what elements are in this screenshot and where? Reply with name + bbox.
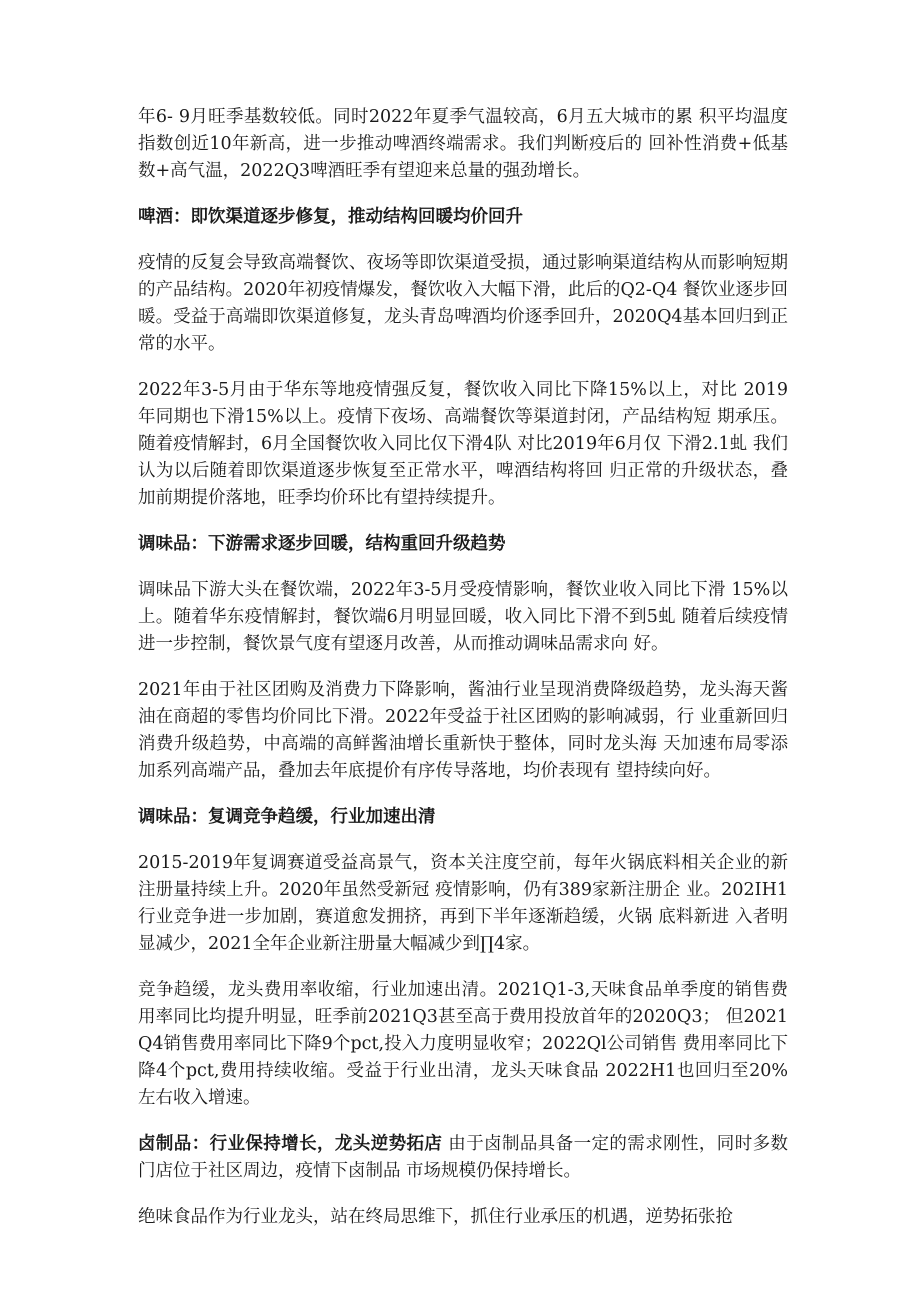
section-heading-beer: 啤酒：即饮渠道逐步修复，推动结构回暖均价回升 [138, 207, 523, 227]
paragraph-condiment-downstream: 调味品下游大头在餐饮端，2022年3-5月受疫情影响，餐饮业收入同比下滑 15%以上。随着华东疫情解封，餐饮端6月明显回暖，收入同比下滑不到5虬 随着后续疫情进一步控制，餐饮景气度有望逐月改善，从而推动调味品需求向 好。 [138, 580, 788, 654]
paragraph-compound-seasoning: 2015-2019年复调赛道受益高景气，资本关注度空前，每年火锅底料相关企业的新注册量持续上升。2020年虽然受新冠 疫情影响，仍有389家新注册企 业。202IH1行业竞争进一步加剧，赛道愈发拥挤，再到下半年逐渐趋缓，火锅 底料新进 入者明显减少，2021全年企业新注册量大幅减少到∏4家。 [138, 853, 788, 954]
paragraph-expense-ratio: 竞争趋缓，龙头费用率收缩，行业加速出清。2021Q1-3,天味食品单季度的销售费用率同比均提升明显，旺季前2021Q3甚至高于费用投放首年的2020Q3； 但2021Q4销售费用率同比下降9个pct,投入力度明显收窄；2022Ql公司销售 费用率同比下降4个pct,费用持续收缩。受益于行业出清，龙头天味食品 2022H1也回归至20%左右收入增速。 [138, 980, 788, 1108]
paragraph-beer-2022: 2022年3-5月由于华东等地疫情强反复，餐饮收入同比下降15%以上，对比 2019年同期也下滑15%以上。疫情下夜场、高端餐饮等渠道封闭，产品结构短 期承压。随着疫情解封，6月全国餐饮收入同比仅下滑4队 对比2019年6月仅 下滑2.1虬 我们认为以后随着即饮渠道逐步恢复至正常水平，啤酒结构将回 归正常的升级状态，叠加前期提价落地，旺季均价环比有望持续提升。 [138, 380, 788, 508]
document-page [138, 104, 788, 1250]
paragraph-beer-channel: 疫情的反复会导致高端餐饮、夜场等即饮渠道受损，通过影响渠道结构从而影响短期的产品结构。2020年初疫情爆发，餐饮收入大幅下滑，此后的Q2-Q4 餐饮业逐步回暖。受益于高端即饮渠道修复，龙头青岛啤酒均价逐季回升，2020Q4基本回归到正常的水平。 [138, 253, 788, 354]
paragraph-braised-food-text: 由于卤制品具备一定的需求刚性，同时多数门店位于社区周边，疫情下卤制品 市场规模仍保持增长。 [138, 1134, 789, 1181]
paragraph-soy-sauce: 2021年由于社区团购及消费力下降影响，酱油行业呈现消费降级趋势，龙头海天酱油在商超的零售均价同比下滑。2022年受益于社区团购的影响减弱，行 业重新回归消费升级趋势，中高端的高鲜酱油增长重新快于整体，同时龙头海 天加速布局零添加系列高端产品，叠加去年底提价有序传导落地，均价表现有 望持续向好。 [138, 680, 788, 781]
section-heading-condiment-demand: 调味品：下游需求逐步回暖，结构重回升级趋势 [138, 534, 506, 554]
paragraph-juewei: 绝味食品作为行业龙头，站在终局思维下，抓住行业承压的机遇，逆势拓张抢 [138, 1207, 733, 1227]
paragraph-beer-season: 年6- 9月旺季基数较低。同时2022年夏季气温较高，6月五大城市的累 积平均温度指数创近10年新高，进一步推动啤酒终端需求。我们判断疫后的 回补性消费+低基数+高气温，2022Q3啤酒旺季有望迎来总量的强劲增长。 [138, 107, 788, 181]
paragraph-braised-food [138, 1131, 788, 1185]
section-heading-condiment-competition: 调味品：复调竞争趋缓，行业加速出清 [138, 807, 436, 827]
inline-heading-braised-food: 卤制品：行业保持增长，龙头逆势拓店 [138, 1134, 443, 1154]
